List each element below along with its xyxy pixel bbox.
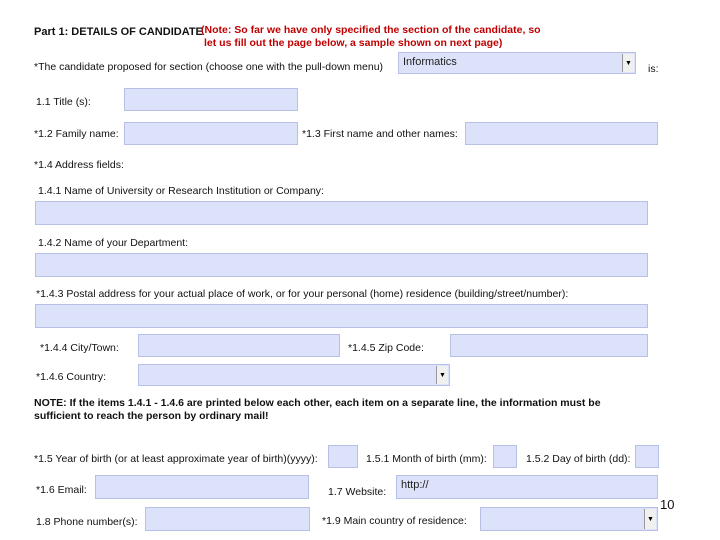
birth-month-field[interactable] — [493, 445, 517, 468]
website-label: 1.7 Website: — [328, 486, 387, 498]
birth-year-field[interactable] — [328, 445, 358, 468]
section-dropdown-value: Informatics — [403, 56, 457, 68]
page-number: 10 — [660, 497, 675, 512]
section-dropdown[interactable] — [398, 52, 636, 74]
email-label: *1.6 Email: — [36, 484, 87, 496]
family-name-label: *1.2 Family name: — [34, 128, 119, 140]
note2-line-1: NOTE: If the items 1.4.1 - 1.4.6 are printed below each other, each item on a separate line, the information must be — [34, 397, 601, 409]
university-field[interactable] — [35, 201, 648, 225]
postal-address-label: *1.4.3 Postal address for your actual place of work, or for your personal (home) residence (building/street/number): — [36, 288, 569, 300]
birth-year-label: *1.5 Year of birth (or at least approximate year of birth)(yyyy): — [34, 453, 318, 465]
department-label: 1.4.2 Name of your Department: — [38, 237, 188, 249]
title-label: 1.1 Title (s): — [36, 96, 91, 108]
department-field[interactable] — [35, 253, 648, 277]
country-dropdown-button[interactable] — [436, 366, 448, 384]
website-field[interactable] — [396, 475, 658, 499]
chevron-down-icon: ▼ — [625, 59, 632, 67]
main-country-label: *1.9 Main country of residence: — [322, 515, 467, 527]
university-label: 1.4.1 Name of University or Research Institution or Company: — [38, 185, 324, 197]
title-field[interactable] — [124, 88, 298, 111]
note2-line-2: sufficient to reach the person by ordinary mail! — [34, 410, 269, 422]
birth-day-field[interactable] — [635, 445, 659, 468]
family-name-field[interactable] — [124, 122, 298, 145]
city-field[interactable] — [138, 334, 340, 357]
part-title: Part 1: DETAILS OF CANDIDATE — [34, 26, 203, 38]
chevron-down-icon: ▼ — [647, 515, 654, 523]
postal-address-field[interactable] — [35, 304, 648, 328]
note-line-2: let us fill out the page below, a sample shown on next page) — [204, 37, 503, 49]
address-label: *1.4 Address fields: — [34, 159, 124, 171]
phone-label: 1.8 Phone number(s): — [36, 516, 138, 528]
chevron-down-icon: ▼ — [439, 371, 446, 379]
first-name-label: *1.3 First name and other names: — [302, 128, 458, 140]
city-label: *1.4.4 City/Town: — [40, 342, 119, 354]
section-label: *The candidate proposed for section (choose one with the pull-down menu) — [34, 61, 384, 73]
section-dropdown-button[interactable] — [622, 54, 634, 72]
main-country-dropdown[interactable] — [480, 507, 658, 531]
country-dropdown[interactable] — [138, 364, 450, 386]
zip-label: *1.4.5 Zip Code: — [348, 342, 424, 354]
email-field[interactable] — [95, 475, 309, 499]
birth-day-label: 1.5.2 Day of birth (dd): — [526, 453, 631, 465]
section-suffix: is: — [648, 63, 659, 75]
zip-field[interactable] — [450, 334, 648, 357]
website-field-value: http:// — [401, 479, 429, 491]
phone-field[interactable] — [145, 507, 310, 531]
note-line-1: (Note: So far we have only specified the section of the candidate, so — [201, 24, 541, 36]
first-name-field[interactable] — [465, 122, 658, 145]
country-label: *1.4.6 Country: — [36, 371, 107, 383]
main-country-dropdown-button[interactable] — [644, 509, 656, 529]
birth-month-label: 1.5.1 Month of birth (mm): — [366, 453, 487, 465]
